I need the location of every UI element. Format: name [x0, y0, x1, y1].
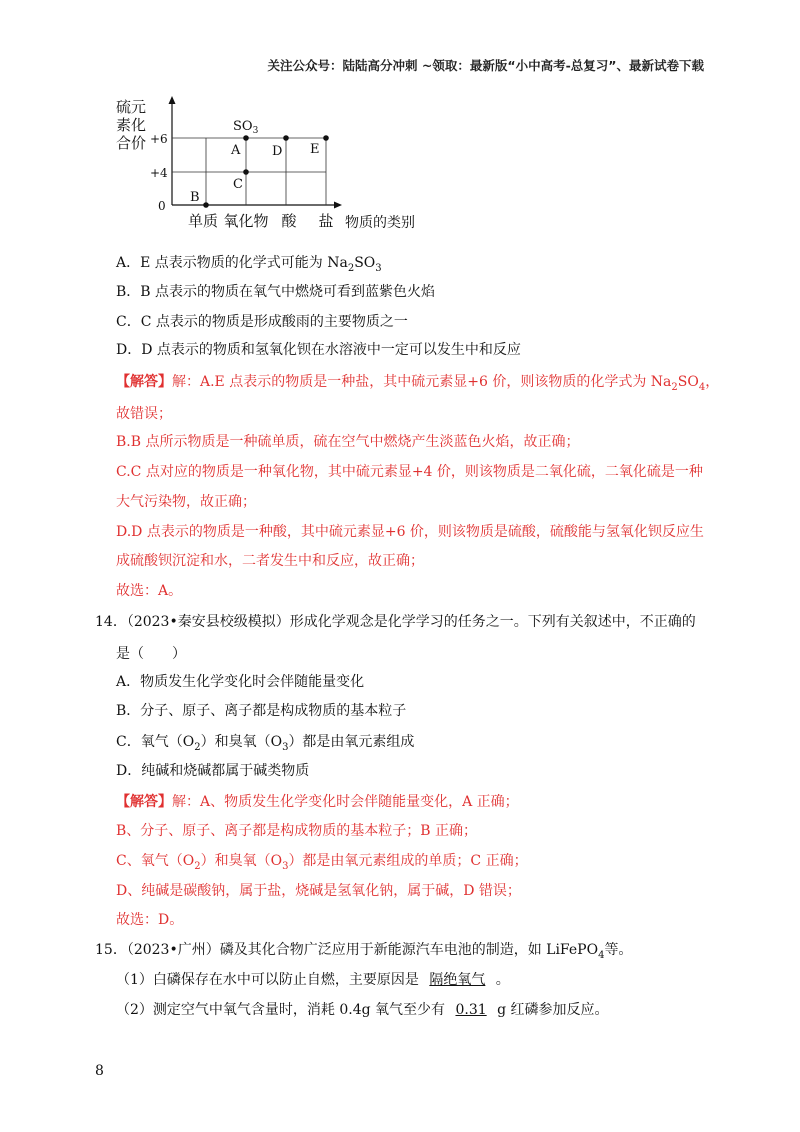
- q13-option: [116, 282, 435, 302]
- subscript: 2: [194, 860, 201, 872]
- page-header: 关注公众号：陆陆高分冲刺 ~领取：最新版“小中高考-总复习”、最新试卷下载: [267, 58, 704, 73]
- line-text: A．物质发生化学变化时会伴随能量变化: [116, 674, 365, 690]
- x-axis-title: 物质的类别: [345, 215, 415, 231]
- subscript: 3: [282, 860, 289, 872]
- subscript: 2: [194, 741, 201, 753]
- answer-tag: 【解答】: [116, 374, 172, 390]
- line-text: 15．（2023•广州）磷及其化合物广泛应用于新能源汽车电池的制造，如 LiFePO: [95, 942, 599, 958]
- q14-answer-line: [116, 821, 477, 841]
- subscript: 3: [282, 741, 289, 753]
- subscript: 4: [598, 949, 605, 961]
- q14-option: [116, 761, 309, 781]
- subscript: 3: [375, 262, 382, 274]
- q13-option: [116, 340, 521, 360]
- line-text: 等。: [604, 942, 633, 958]
- line-text: C．氧气（O: [116, 734, 195, 750]
- x-tick-label: 单质: [187, 212, 219, 230]
- q15-part2: [116, 1000, 609, 1020]
- q15-part1: [116, 970, 510, 990]
- answer-tag: 【解答】: [116, 794, 172, 810]
- q14-answer-line: [116, 910, 183, 930]
- line-text: D.D 点表示的物质是一种酸，其中硫元素显+6 价，则该物质是硫酸，硫酸能与氢氧化钡反应生: [116, 524, 704, 540]
- x-tick-label: 盐: [318, 212, 334, 230]
- y-tick-label: +4: [150, 166, 168, 180]
- q13-answer-line: [116, 522, 704, 542]
- line-text: B．B 点表示的物质在氧气中燃烧可看到蓝紫色火焰: [116, 284, 436, 300]
- q14-stem: [116, 644, 186, 664]
- q13-answer-line: [116, 462, 703, 482]
- line-text: SO: [677, 374, 699, 390]
- line-text: ）都是由氧元素组成: [288, 734, 415, 750]
- q14-option: [116, 732, 414, 758]
- page-number: 8: [95, 1063, 104, 1079]
- line-text: 大气污染物，故正确；: [116, 494, 256, 510]
- q13-option: [116, 312, 408, 332]
- point-label: E: [310, 142, 320, 157]
- q14-answer-line: [116, 881, 521, 901]
- x-tick-label: 氧化物: [223, 212, 269, 230]
- line-text: 故错误；: [116, 406, 172, 422]
- line-text: B．分子、原子、离子都是构成物质的基本粒子: [116, 703, 407, 719]
- answer-blank: 0.31: [455, 1002, 487, 1018]
- point-label: D: [272, 144, 283, 159]
- line-text: （1）白磷保存在水中可以防止自燃，主要原因是: [116, 972, 424, 988]
- q13-answer-line: [116, 581, 182, 601]
- line-text: B、分子、原子、离子都是构成物质的基本粒子；B 正确；: [116, 823, 478, 839]
- line-text: ，: [705, 374, 720, 390]
- subscript: 2: [671, 381, 678, 393]
- line-text: C．C 点表示的物质是形成酸雨的主要物质之一: [116, 314, 408, 330]
- y-axis-title: 合价: [116, 134, 147, 152]
- line-text: 。: [491, 972, 510, 988]
- answer-blank: 隔绝氧气: [429, 972, 486, 988]
- q13-option: [116, 253, 382, 279]
- line-text: D、纯碱是碳酸钠，属于盐，烧碱是氢氧化钠，属于碱，D 错误；: [116, 883, 521, 899]
- point-label: $SO_3$: [233, 119, 259, 136]
- q13-answer-line: [116, 551, 424, 571]
- line-text: SO: [354, 255, 376, 271]
- line-text: ）和臭氧（O: [200, 853, 283, 869]
- line-text: 故选：D。: [116, 912, 184, 928]
- q13-answer-line: [116, 492, 256, 512]
- line-text: C、氧气（O: [116, 853, 195, 869]
- line-text: g 红磷参加反应。: [492, 1002, 609, 1018]
- q14-answer-line: [116, 851, 528, 877]
- q14-option: [116, 672, 364, 692]
- q13-answer-line: [116, 432, 579, 452]
- line-text: 解：A、物质发生化学变化时会伴随能量变化，A 正确；: [172, 794, 519, 810]
- q14-stem: [95, 612, 696, 632]
- y-tick-label: +6: [150, 132, 168, 146]
- q14-option: [116, 701, 406, 721]
- point-label: A: [231, 143, 241, 158]
- line-text: 成硫酸钡沉淀和水，二者发生中和反应，故正确；: [116, 553, 424, 569]
- y-axis-title: 硫元: [116, 98, 147, 116]
- line-text: ）都是由氧元素组成的单质；C 正确；: [288, 853, 528, 869]
- q13-answer-line: [116, 404, 172, 424]
- subscript: 2: [347, 262, 355, 274]
- line-text: 是（ ）: [116, 646, 186, 662]
- point-label-subscript: 3: [252, 126, 259, 136]
- line-text: A．E 点表示物质的化学式可能为 Na: [116, 255, 348, 271]
- line-text: 14．（2023•秦安县校级模拟）形成化学观念是化学学习的任务之一。下列有关叙述中，不正确的: [95, 614, 696, 630]
- line-text: 故选：A。: [116, 583, 183, 599]
- line-text: D．D 点表示的物质和氢氧化钡在水溶液中一定可以发生中和反应: [116, 342, 521, 358]
- line-text: B.B 点所示物质是一种硫单质，硫在空气中燃烧产生淡蓝色火焰，故正确；: [116, 434, 580, 450]
- line-text: C.C 点对应的物质是一种氧化物，其中硫元素显+4 价，则该物质是二氧化硫，二氧化硫是一种: [116, 464, 703, 480]
- y-axis-title: 素化: [116, 116, 147, 134]
- line-text: D．纯碱和烧碱都属于碱类物质: [116, 763, 310, 779]
- q13-answer-line: [116, 372, 719, 398]
- q15-stem: [95, 940, 632, 966]
- line-text: ）和臭氧（O: [200, 734, 283, 750]
- point-label: C: [233, 177, 243, 192]
- q14-answer-line: [116, 792, 519, 812]
- point-label: B: [190, 190, 200, 205]
- line-text: 解：A.E 点表示的物质是一种盐，其中硫元素显+6 价，则该物质的化学式为 Na: [172, 374, 672, 390]
- x-tick-label: 酸: [281, 212, 297, 230]
- line-text: （2）测定空气中氧气含量时，消耗 0.4g 氧气至少有: [116, 1002, 450, 1018]
- y-tick-label: 0: [158, 199, 166, 213]
- subscript: 4: [698, 381, 706, 393]
